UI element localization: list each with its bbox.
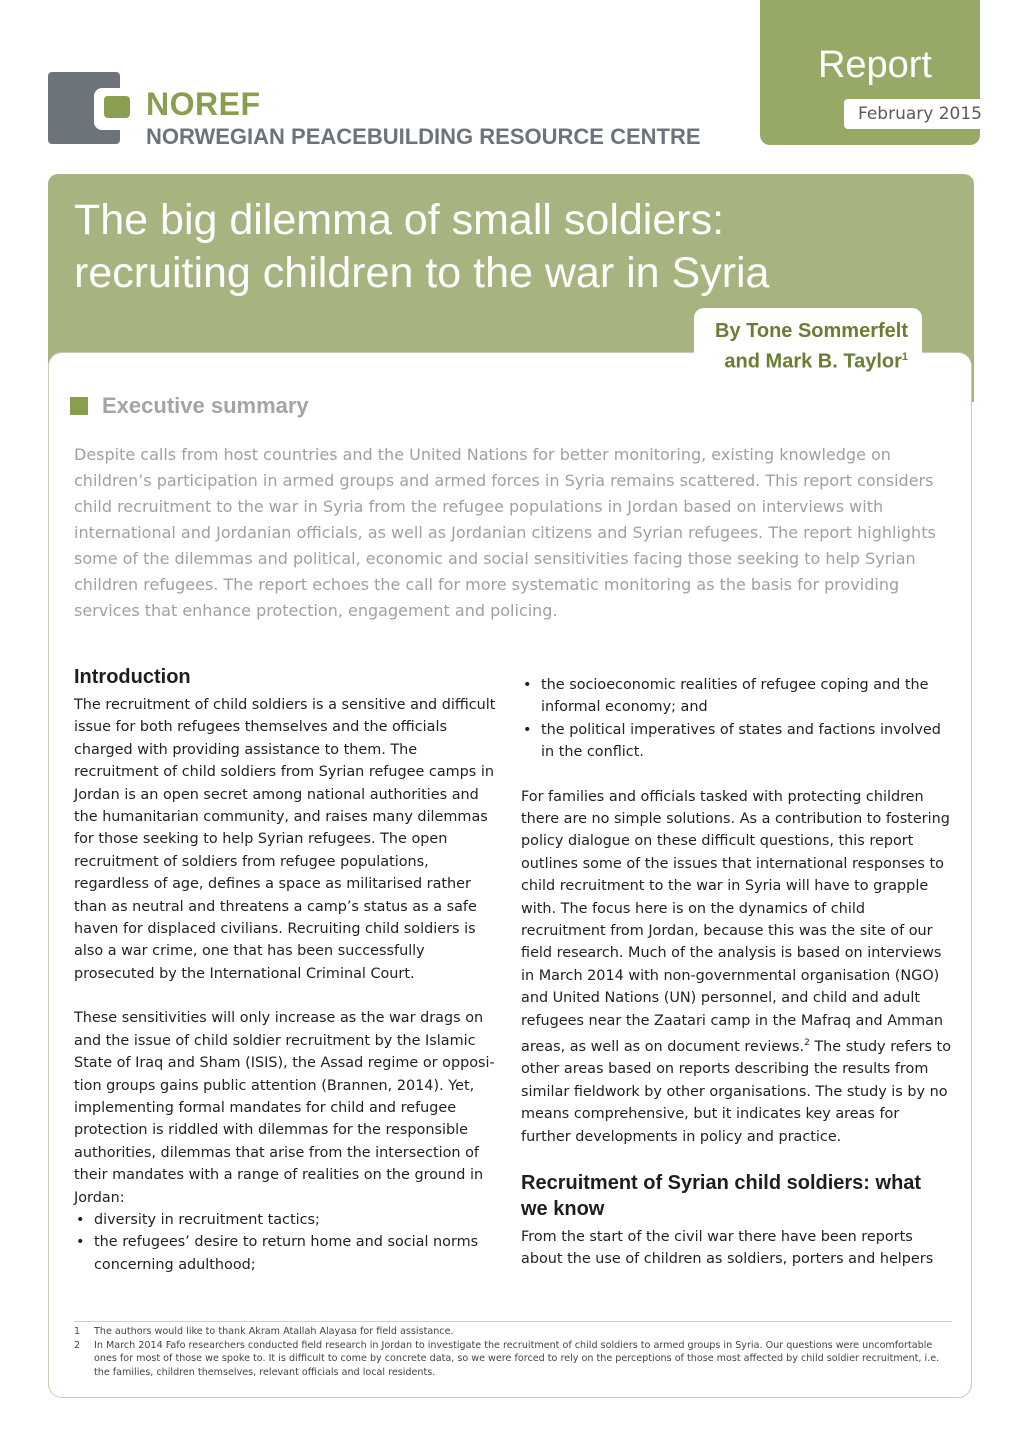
footnote-divider <box>74 1321 952 1322</box>
executive-summary-header <box>70 393 309 419</box>
noref-logo-mark-icon <box>48 72 120 144</box>
introduction-paragraph-3 <box>521 786 953 1148</box>
brand-subtitle: NORWEGIAN PEACEBUILDING RESOURCE CENTRE <box>146 124 701 149</box>
realities-list-part-1 <box>74 1209 506 1276</box>
authors-tab <box>694 308 922 378</box>
footnote-number: 1 <box>74 1326 81 1337</box>
brand-name: NOREF <box>146 86 261 122</box>
document-title <box>74 194 954 300</box>
paragraph-3-part-2: The study refers to other areas based on reports describing the results from similar fieldwork by other organisations. The study is by no means comprehensive, but it indicates key areas for further developments in policy and practice. <box>521 1038 952 1145</box>
square-bullet-icon <box>70 397 88 415</box>
footnotes <box>74 1325 954 1379</box>
footnote-ref-2: 2 <box>804 1038 810 1049</box>
authors <box>715 318 908 375</box>
recruitment-heading: Recruitment of Syrian child soldiers: what we know <box>521 1171 922 1220</box>
authors-footnote-ref: 1 <box>901 351 908 363</box>
authors-line-2-text: and Mark B. Taylor <box>724 350 902 373</box>
introduction-paragraph-2: These sensitivities will only increase as the war drags on and the issue of child soldier recruitment by the Islamic State of Iraq and Sham (ISIS), the Assad regime or opposition groups gains public attention (Brannen, 2014). Yet, implementing formal mandates for child and refugee protection is riddled with dilemmas for the responsible authorities, dilemmas that arise from the intersection of their mandates with a range of realities on the ground in Jordan: <box>74 1010 495 1206</box>
footnote-text: In March 2014 Fafo researchers conducted field research in Jordan to investigate the recruitment of child soldiers to armed groups in Syria. Our questions were uncomfortable ones for most of those we spoke to. It is difficult to come by concrete data, so we were forced to rely on the perceptions of those most affected by child soldier recruitment, i.e. the families, children themselves, relevant officials and local residents. <box>94 1339 940 1378</box>
introduction-heading: Introduction <box>74 666 191 688</box>
introduction-paragraph-1: The recruitment of child soldiers is a sensitive and difficult issue for both refugees themselves and the officials charged with providing assistance to them. The recruitment of child soldiers from Syrian refugee camps in Jordan is an open secret among national authorities and the humanitarian community, and raises many dilemmas for those seeking to help Syrian refugees. The open recruitment of soldiers from refugee populations, regardless of age, defines a space as militarised rather than as neutral and threatens a camp’s status as a safe haven for displaced civilians. Recruiting child soldiers is also a war crime, one that has been successfully prosecuted by the International Criminal Court. <box>74 697 496 982</box>
authors-line-2 <box>715 344 908 375</box>
report-label: Report <box>817 44 932 86</box>
title-line-1: The big dilemma of small soldiers: <box>74 196 725 244</box>
left-column <box>74 664 506 1276</box>
authors-line-1: By Tone Sommerfelt <box>715 320 908 342</box>
footnote-number: 2 <box>74 1339 81 1351</box>
list-item: • the political imperatives of states and factions involved in the conflict. <box>521 719 953 764</box>
noref-logo <box>48 72 748 152</box>
recruitment-paragraph: From the start of the civil war there have been reports about the use of children as soldiers, porters and helpers <box>521 1228 934 1268</box>
footnote-text: The authors would like to thank Akram Atallah Alayasa for field assistance. <box>94 1326 454 1337</box>
list-item: • the refugees’ desire to return home and social norms concerning adulthood; <box>74 1231 506 1276</box>
report-date: February 2015 <box>844 99 982 129</box>
list-item: • diversity in recruitment tactics; <box>74 1209 506 1231</box>
title-line-2: recruiting children to the war in Syria <box>74 249 770 297</box>
realities-list-part-2 <box>521 674 953 764</box>
footnote-2 <box>74 1339 954 1380</box>
footnote-1 <box>74 1325 954 1339</box>
right-column <box>521 674 953 1271</box>
executive-summary-heading: Executive summary <box>102 393 309 418</box>
executive-summary-text: Despite calls from host countries and the United Nations for better monitoring, existing knowledge on children’s participation in armed groups and armed forces in Syria remains scattered. This report considers child recruitment to the war in Syria from the refugee populations in Jordan based on interviews with international and Jordanian officials, as well as Jordanian citizens and Syrian refugees. The report highlights some of the dilemmas and political, economic and social sensitivities facing those seeking to help Syrian children refugees. The report echoes the call for more systematic monitoring as the basis for providing services that enhance protection, engagement and policing. <box>74 445 936 620</box>
list-item: • the socioeconomic realities of refugee coping and the informal economy; and <box>521 674 953 719</box>
paragraph-3-part-1: For families and officials tasked with protecting children there are no simple solutions. As a contribution to fostering policy dialogue on these difficult questions, this report outlines some of the issues that international responses to child recruitment to the war in Syria will have to grapple with. The focus here is on the dynamics of child recruitment from Jordan, because this was the site of our field research. Much of the analysis is based on interviews in March 2014 with non-governmental organisation (NGO) and United Nations (UN) personnel, and child and adult refugees near the Zaatari camp in the Mafraq and Amman areas, as well as on document reviews. <box>521 788 950 1055</box>
